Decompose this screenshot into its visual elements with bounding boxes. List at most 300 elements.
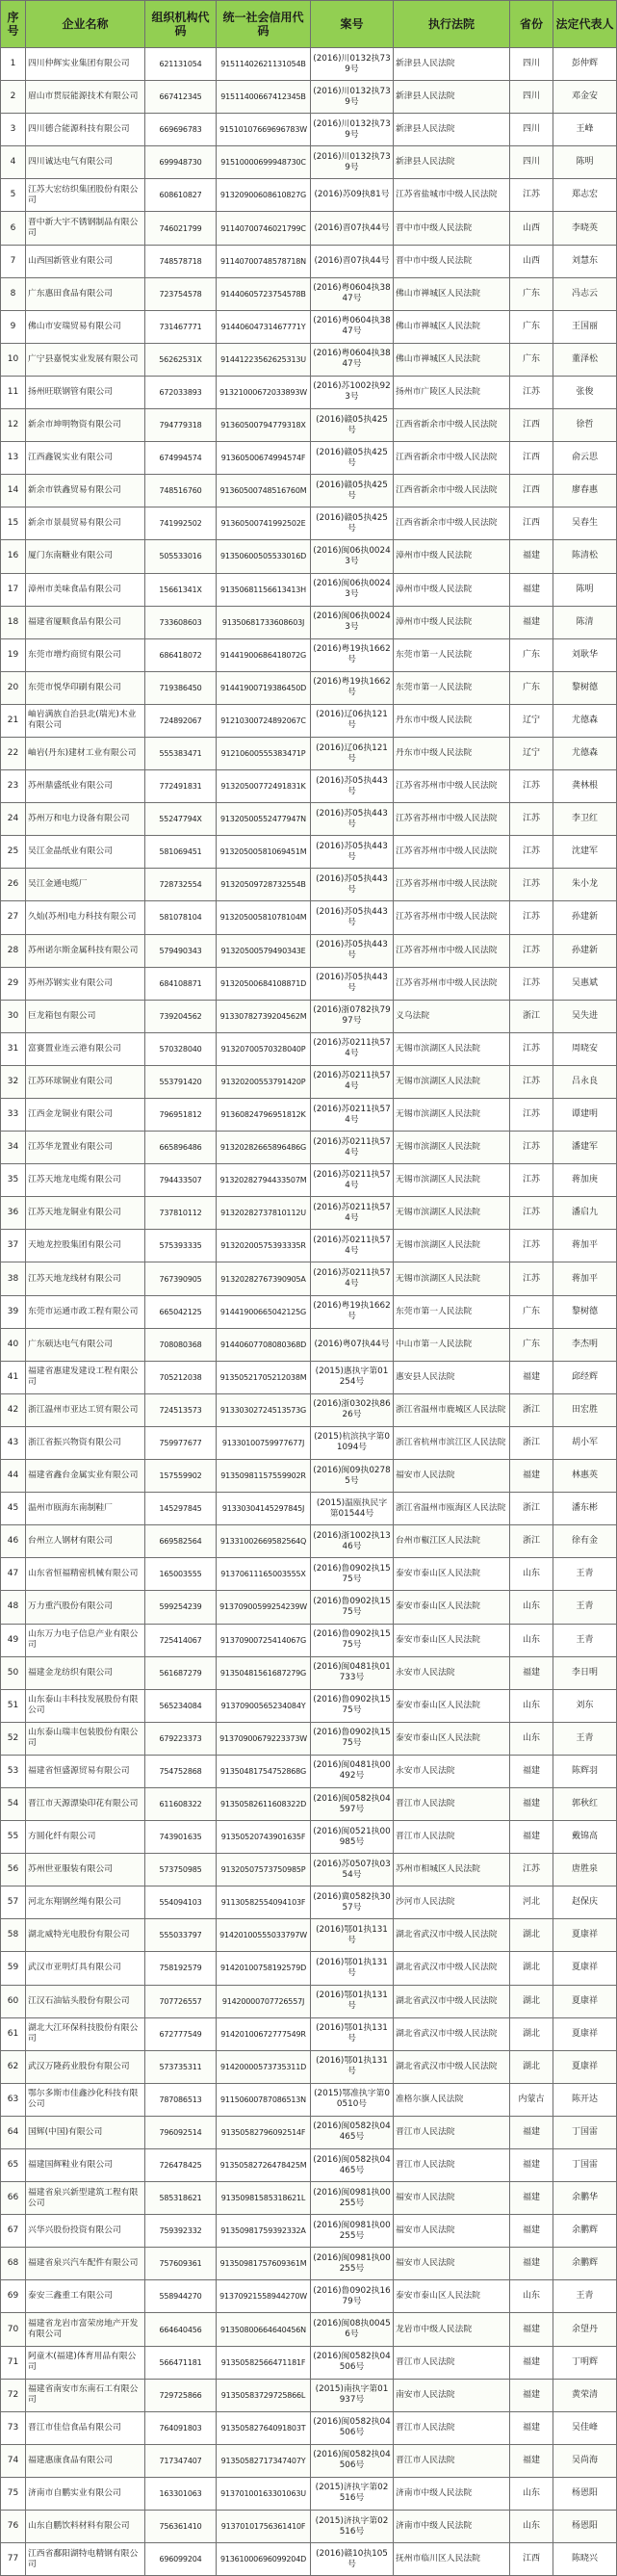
cell-org-code: 163301063: [145, 2477, 217, 2510]
cell-case-number: (2016)粤19执1662号: [311, 671, 394, 704]
cell-org-code: 684108871: [145, 967, 217, 1000]
cell-case-number: (2016)川0132执739号: [311, 146, 394, 179]
cell-seq: 64: [1, 2116, 26, 2148]
cell-seq: 49: [1, 1624, 26, 1656]
cell-legal-rep: 黎树德: [553, 671, 617, 704]
cell-legal-rep: 沈建军: [553, 836, 617, 869]
cell-org-code: 717347407: [145, 2444, 217, 2477]
cell-seq: 48: [1, 1591, 26, 1624]
table-row: [1, 1197, 617, 1230]
cell-legal-rep: 夏康祥: [553, 1919, 617, 1952]
cell-company-name: 苏州世亚服装有限公司: [26, 1854, 145, 1886]
cell-company-name: 山西国新管业有限公司: [26, 245, 145, 277]
cell-court: 浙江省温州市瓯海区人民法院: [394, 1493, 510, 1525]
cell-legal-rep: 邱经辉: [553, 1361, 617, 1393]
header-credit-code: 统一社会信用代码: [217, 1, 311, 48]
cell-credit-code: 91370900679223373W: [217, 1722, 311, 1755]
cell-company-name: 福建省惠建发建设工程有限公司: [26, 1361, 145, 1393]
cell-org-code: 699948730: [145, 146, 217, 179]
cell-seq: 34: [1, 1132, 26, 1164]
cell-company-name: 江汉石油钻头股份有限公司: [26, 1985, 145, 2017]
cell-seq: 7: [1, 245, 26, 277]
cell-province: 浙江: [510, 1525, 553, 1558]
cell-legal-rep: 李日明: [553, 1656, 617, 1689]
cell-province: 江苏: [510, 179, 553, 212]
cell-seq: 52: [1, 1722, 26, 1755]
cell-case-number: (2016)粤0604执3847号: [311, 310, 394, 343]
cell-org-code: 686418072: [145, 638, 217, 671]
table-row: [1, 1821, 617, 1854]
cell-case-number: (2016)闽06执00243号: [311, 540, 394, 573]
cell-legal-rep: 戴锦高: [553, 1821, 617, 1854]
cell-org-code: 15661341X: [145, 573, 217, 606]
cell-province: 广东: [510, 343, 553, 376]
cell-credit-code: 91350582726478425M: [217, 2149, 311, 2182]
cell-org-code: 505533016: [145, 540, 217, 573]
cell-court: 晋江市人民法院: [394, 1821, 510, 1854]
cell-court: 南安市人民法院: [394, 2379, 510, 2411]
cell-legal-rep: 朱小龙: [553, 869, 617, 901]
cell-company-name: 浙江温州市亚达工贸有限公司: [26, 1393, 145, 1426]
cell-company-name: 福建省泉兴新型建筑工程有限公司: [26, 2182, 145, 2215]
cell-case-number: (2016)鲁0902执1575号: [311, 1624, 394, 1656]
cell-seq: 59: [1, 1952, 26, 1985]
cell-org-code: 558944270: [145, 2280, 217, 2313]
cell-org-code: 674994574: [145, 442, 217, 475]
cell-credit-code: 91440604731467771Y: [217, 310, 311, 343]
cell-credit-code: 91360500674994574F: [217, 442, 311, 475]
cell-court: 江苏省苏州市中级人民法院: [394, 967, 510, 1000]
table-row: [1, 2050, 617, 2083]
cell-seq: 38: [1, 1262, 26, 1295]
cell-seq: 55: [1, 1821, 26, 1854]
cell-case-number: (2016)辽06执121号: [311, 737, 394, 769]
cell-org-code: 608610827: [145, 179, 217, 212]
cell-province: 江苏: [510, 934, 553, 967]
cell-company-name: 万力重汽股份有限公司: [26, 1591, 145, 1624]
cell-province: 福建: [510, 2116, 553, 2148]
header-org-code: 组织机构代码: [145, 1, 217, 48]
table-row: [1, 48, 617, 81]
cell-seq: 3: [1, 114, 26, 146]
cell-court: 苏州市相城区人民法院: [394, 1854, 510, 1886]
table-row: [1, 1262, 617, 1295]
cell-org-code: 764091803: [145, 2411, 217, 2444]
cell-org-code: 669582564: [145, 1525, 217, 1558]
cell-seq: 77: [1, 2543, 26, 2576]
cell-legal-rep: 王青: [553, 1722, 617, 1755]
cell-company-name: 武汉万隆药业股份有限公司: [26, 2050, 145, 2083]
cell-org-code: 708080368: [145, 1328, 217, 1361]
cell-credit-code: 91320507573750985P: [217, 1854, 311, 1886]
cell-legal-rep: 杨恩阳: [553, 2511, 617, 2543]
cell-credit-code: 91331002669582564Q: [217, 1525, 311, 1558]
cell-org-code: 758192579: [145, 1952, 217, 1985]
cell-company-name: 眉山市贯辰能源技术有限公司: [26, 81, 145, 114]
cell-legal-rep: 李杰明: [553, 1328, 617, 1361]
cell-legal-rep: 夏康祥: [553, 1952, 617, 1985]
cell-legal-rep: 陈辉羽: [553, 1755, 617, 1787]
cell-credit-code: 91440605723754578B: [217, 277, 311, 310]
cell-company-name: 国辉(中国)有限公司: [26, 2116, 145, 2148]
cell-credit-code: 91510107669696783W: [217, 114, 311, 146]
table-row: [1, 1361, 617, 1393]
cell-company-name: 江西省鄱阳湖特电精钢有限公司: [26, 2543, 145, 2576]
cell-credit-code: 91350520743901635F: [217, 1821, 311, 1854]
cell-province: 福建: [510, 2149, 553, 2182]
table-row: [1, 2083, 617, 2116]
cell-legal-rep: 蒋加平: [553, 1262, 617, 1295]
cell-seq: 29: [1, 967, 26, 1000]
cell-seq: 74: [1, 2444, 26, 2477]
cell-case-number: (2016)苏1002执923号: [311, 376, 394, 408]
cell-org-code: 573750985: [145, 1854, 217, 1886]
table-header-row: [1, 1, 617, 48]
cell-court: 晋中市中级人民法院: [394, 212, 510, 245]
cell-credit-code: 91320500552477947N: [217, 803, 311, 836]
cell-province: 湖北: [510, 2017, 553, 2050]
cell-org-code: 731467771: [145, 310, 217, 343]
cell-legal-rep: 徐有金: [553, 1525, 617, 1558]
cell-credit-code: 91360500794779318X: [217, 409, 311, 442]
cell-seq: 20: [1, 671, 26, 704]
cell-case-number: (2016)闽0481执01733号: [311, 1656, 394, 1689]
cell-legal-rep: 谭建明: [553, 1099, 617, 1132]
table-row: [1, 1295, 617, 1328]
cell-org-code: 665896486: [145, 1132, 217, 1164]
cell-case-number: (2016)苏0211执574号: [311, 1262, 394, 1295]
cell-legal-rep: 陈晓兴: [553, 2543, 617, 2576]
cell-legal-rep: 潘建军: [553, 1132, 617, 1164]
cell-company-name: 四川仲辉实业集团有限公司: [26, 48, 145, 81]
cell-court: 佛山市禅城区人民法院: [394, 343, 510, 376]
cell-org-code: 579490343: [145, 934, 217, 967]
cell-case-number: (2016)鲁0902执1575号: [311, 1591, 394, 1624]
cell-court: 福安市人民法院: [394, 1460, 510, 1493]
table-row: [1, 2280, 617, 2313]
cell-company-name: 富赛置业连云港有限公司: [26, 1032, 145, 1065]
cell-court: 无锡市滨湖区人民法院: [394, 1164, 510, 1197]
cell-court: 晋江市人民法院: [394, 2346, 510, 2379]
cell-company-name: 岫岩满族自治县北(瑞光)木业有限公司: [26, 704, 145, 737]
table-row: [1, 2313, 617, 2346]
cell-case-number: (2016)闽06执00243号: [311, 606, 394, 638]
cell-court: 泰安市泰山区人民法院: [394, 1689, 510, 1722]
cell-court: 无锡市滨湖区人民法院: [394, 1099, 510, 1132]
cell-credit-code: 91350800664640456N: [217, 2313, 311, 2346]
cell-legal-rep: 刘东: [553, 1689, 617, 1722]
cell-case-number: (2016)粤19执1662号: [311, 1295, 394, 1328]
cell-credit-code: 91441900665042125G: [217, 1295, 311, 1328]
cell-seq: 70: [1, 2313, 26, 2346]
cell-case-number: (2016)粤19执1662号: [311, 638, 394, 671]
cell-org-code: 555033797: [145, 1919, 217, 1952]
cell-case-number: (2016)苏0507执0354号: [311, 1854, 394, 1886]
cell-credit-code: 91441223562625313U: [217, 343, 311, 376]
cell-credit-code: 91420000707726557J: [217, 1985, 311, 2017]
cell-province: 江西: [510, 507, 553, 540]
cell-legal-rep: 陈清松: [553, 540, 617, 573]
cell-credit-code: 91320200553791420P: [217, 1065, 311, 1098]
cell-province: 江苏: [510, 1230, 553, 1262]
cell-company-name: 吴江金晶纸业有限公司: [26, 836, 145, 869]
cell-province: 江苏: [510, 1854, 553, 1886]
cell-legal-rep: 刘耿华: [553, 638, 617, 671]
cell-credit-code: 91350582611608322D: [217, 1787, 311, 1820]
cell-court: 新津县人民法院: [394, 81, 510, 114]
cell-legal-rep: 李卫红: [553, 803, 617, 836]
cell-court: 无锡市滨湖区人民法院: [394, 1065, 510, 1098]
cell-legal-rep: 吴尚海: [553, 2444, 617, 2477]
cell-seq: 61: [1, 2017, 26, 2050]
cell-company-name: 东莞市悦华印刷有限公司: [26, 671, 145, 704]
table-row: [1, 1558, 617, 1591]
cell-seq: 23: [1, 770, 26, 803]
cell-company-name: 江苏天地龙铜业有限公司: [26, 1197, 145, 1230]
cell-seq: 18: [1, 606, 26, 638]
cell-case-number: (2015)鄂准执字第00510号: [311, 2083, 394, 2116]
cell-legal-rep: 余望丹: [553, 2313, 617, 2346]
cell-company-name: 厦门东南糖业有限公司: [26, 540, 145, 573]
table-row: [1, 507, 617, 540]
cell-seq: 76: [1, 2511, 26, 2543]
cell-province: 江苏: [510, 1197, 553, 1230]
cell-province: 辽宁: [510, 704, 553, 737]
cell-province: 福建: [510, 1361, 553, 1393]
cell-case-number: (2016)粤0604执3847号: [311, 277, 394, 310]
cell-province: 福建: [510, 2444, 553, 2477]
cell-credit-code: 91510000699948730C: [217, 146, 311, 179]
cell-company-name: 方圆化纤有限公司: [26, 1821, 145, 1854]
cell-court: 中山市第一人民法院: [394, 1328, 510, 1361]
table-row: [1, 2543, 617, 2576]
cell-seq: 8: [1, 277, 26, 310]
cell-credit-code: 91320900608610827G: [217, 179, 311, 212]
cell-province: 江苏: [510, 770, 553, 803]
cell-company-name: 广宁县嘉悦实业发展有限公司: [26, 343, 145, 376]
cell-credit-code: 91370900725414067G: [217, 1624, 311, 1656]
cell-company-name: 福建省龙岩市富荣房地产开发有限公司: [26, 2313, 145, 2346]
table-body: [1, 48, 617, 2576]
table-row: [1, 1722, 617, 1755]
cell-legal-rep: 吴佳峰: [553, 2411, 617, 2444]
cell-company-name: 山东万力电子信息产业有限公司: [26, 1624, 145, 1656]
cell-court: 江苏省苏州市中级人民法院: [394, 869, 510, 901]
cell-seq: 42: [1, 1393, 26, 1426]
cell-seq: 26: [1, 869, 26, 901]
cell-company-name: 广东惠田食品有限公司: [26, 277, 145, 310]
cell-province: 山东: [510, 1624, 553, 1656]
cell-province: 福建: [510, 1755, 553, 1787]
cell-seq: 15: [1, 507, 26, 540]
cell-org-code: 787086513: [145, 2083, 217, 2116]
cell-case-number: (2016)闽0981执00255号: [311, 2215, 394, 2248]
cell-province: 河北: [510, 1886, 553, 1919]
cell-province: 浙江: [510, 1493, 553, 1525]
cell-credit-code: 91370101756361410F: [217, 2511, 311, 2543]
cell-province: 湖北: [510, 1919, 553, 1952]
cell-seq: 41: [1, 1361, 26, 1393]
cell-credit-code: 91361000696099204D: [217, 2543, 311, 2576]
cell-legal-rep: 丁明辉: [553, 2346, 617, 2379]
cell-province: 浙江: [510, 1000, 553, 1032]
table-row: [1, 1985, 617, 2017]
cell-credit-code: 91320500581078104M: [217, 901, 311, 934]
cell-company-name: 晋江市天源漂染印花有限公司: [26, 1787, 145, 1820]
cell-case-number: (2016)鄂01执131号: [311, 1919, 394, 1952]
cell-province: 江苏: [510, 376, 553, 408]
cell-company-name: 漳州市美味食品有限公司: [26, 573, 145, 606]
cell-credit-code: 91350583729725866L: [217, 2379, 311, 2411]
cell-seq: 27: [1, 901, 26, 934]
cell-case-number: (2016)赣05执425号: [311, 475, 394, 507]
cell-legal-rep: 龚林根: [553, 770, 617, 803]
cell-legal-rep: 吕永良: [553, 1065, 617, 1098]
cell-seq: 39: [1, 1295, 26, 1328]
cell-court: 新津县人民法院: [394, 146, 510, 179]
cell-court: 义乌法院: [394, 1000, 510, 1032]
cell-company-name: 福建省恒盛源贸易有限公司: [26, 1755, 145, 1787]
cell-credit-code: 91210300724892067C: [217, 704, 311, 737]
cell-court: 晋江市人民法院: [394, 1787, 510, 1820]
cell-legal-rep: 陈清: [553, 606, 617, 638]
cell-court: 湖北省武汉市中级人民法院: [394, 2017, 510, 2050]
table-row: [1, 1393, 617, 1426]
cell-org-code: 737810112: [145, 1197, 217, 1230]
cell-credit-code: 91441900719386450D: [217, 671, 311, 704]
cell-seq: 5: [1, 179, 26, 212]
cell-company-name: 湖北大江环保科技股份有限公司: [26, 2017, 145, 2050]
cell-province: 福建: [510, 606, 553, 638]
cell-case-number: (2016)晋07执44号: [311, 212, 394, 245]
cell-province: 山西: [510, 212, 553, 245]
cell-org-code: 667412345: [145, 81, 217, 114]
cell-legal-rep: 余鹏辉: [553, 2215, 617, 2248]
cell-seq: 21: [1, 704, 26, 737]
cell-credit-code: 91350981757609361M: [217, 2248, 311, 2280]
table-row: [1, 1132, 617, 1164]
table-row: [1, 1230, 617, 1262]
cell-credit-code: 91320282665896486G: [217, 1132, 311, 1164]
cell-company-name: 新余市铁鑫贸易有限公司: [26, 475, 145, 507]
cell-province: 福建: [510, 2215, 553, 2248]
cell-legal-rep: 周晓安: [553, 1032, 617, 1065]
cell-seq: 73: [1, 2411, 26, 2444]
cell-credit-code: 91320500772491831K: [217, 770, 311, 803]
cell-company-name: 福建省厦顺食品有限公司: [26, 606, 145, 638]
table-row: [1, 1689, 617, 1722]
cell-court: 浙江省杭州市滨江区人民法院: [394, 1426, 510, 1459]
cell-case-number: (2016)鄂01执131号: [311, 1952, 394, 1985]
table-row: [1, 1000, 617, 1032]
cell-court: 晋中市中级人民法院: [394, 245, 510, 277]
cell-legal-rep: 黄荣清: [553, 2379, 617, 2411]
cell-org-code: 705212038: [145, 1361, 217, 1393]
cell-org-code: 759392332: [145, 2215, 217, 2248]
cell-org-code: 724513573: [145, 1393, 217, 1426]
cell-legal-rep: 赵保庆: [553, 1886, 617, 1919]
cell-credit-code: 91330302724513573G: [217, 1393, 311, 1426]
cell-credit-code: 91320282737810112U: [217, 1197, 311, 1230]
cell-court: 晋江市人民法院: [394, 2116, 510, 2148]
cell-org-code: 724892067: [145, 704, 217, 737]
cell-credit-code: 91511400667412345B: [217, 81, 311, 114]
cell-court: 济南市中级人民法院: [394, 2477, 510, 2510]
cell-company-name: 巨龙箱包有限公司: [26, 1000, 145, 1032]
cell-org-code: 729725866: [145, 2379, 217, 2411]
cell-province: 江苏: [510, 1065, 553, 1098]
cell-province: 福建: [510, 540, 553, 573]
cell-org-code: 719386450: [145, 671, 217, 704]
cell-case-number: (2016)苏05执443号: [311, 967, 394, 1000]
table-row: [1, 540, 617, 573]
cell-legal-rep: 潘启九: [553, 1197, 617, 1230]
cell-credit-code: 91320282794433507M: [217, 1164, 311, 1197]
cell-company-name: 福建省鑫台金属实业有限公司: [26, 1460, 145, 1493]
cell-org-code: 565234084: [145, 1689, 217, 1722]
cell-seq: 4: [1, 146, 26, 179]
table-row: [1, 1525, 617, 1558]
cell-court: 丹东市中级人民法院: [394, 737, 510, 769]
cell-seq: 69: [1, 2280, 26, 2313]
cell-seq: 17: [1, 573, 26, 606]
cell-case-number: (2016)粤07执44号: [311, 1328, 394, 1361]
cell-case-number: (2016)苏0211执574号: [311, 1197, 394, 1230]
cell-legal-rep: 王青: [553, 1591, 617, 1624]
cell-province: 福建: [510, 1821, 553, 1854]
cell-province: 福建: [510, 2411, 553, 2444]
cell-legal-rep: 李晓英: [553, 212, 617, 245]
cell-company-name: 山东泰山瑞丰包装股份有限公司: [26, 1722, 145, 1755]
table-row: [1, 245, 617, 277]
cell-case-number: (2016)苏0211执574号: [311, 1230, 394, 1262]
cell-province: 山西: [510, 245, 553, 277]
cell-case-number: (2016)浙0302执8626号: [311, 1393, 394, 1426]
cell-company-name: 江苏大宏纺织集团股份有限公司: [26, 179, 145, 212]
cell-case-number: (2015)济执字第02516号: [311, 2511, 394, 2543]
cell-credit-code: 91140700748578718N: [217, 245, 311, 277]
cell-court: 江西省新余市中级人民法院: [394, 475, 510, 507]
cell-legal-rep: 冯志云: [553, 277, 617, 310]
cell-legal-rep: 张俊: [553, 376, 617, 408]
table-row: [1, 2215, 617, 2248]
cell-company-name: 江西金龙铜业有限公司: [26, 1099, 145, 1132]
cell-case-number: (2015)惠执字第01254号: [311, 1361, 394, 1393]
cell-legal-rep: 蒋加平: [553, 1230, 617, 1262]
cell-company-name: 江苏环球铜业有限公司: [26, 1065, 145, 1098]
cell-province: 江苏: [510, 1099, 553, 1132]
cell-company-name: 东莞市运通市政工程有限公司: [26, 1295, 145, 1328]
table-row: [1, 2477, 617, 2510]
table-row: [1, 1591, 617, 1624]
cell-court: 江西省新余市中级人民法院: [394, 507, 510, 540]
cell-credit-code: 91350981759392332A: [217, 2215, 311, 2248]
cell-court: 无锡市滨湖区人民法院: [394, 1197, 510, 1230]
cell-org-code: 772491831: [145, 770, 217, 803]
cell-province: 江西: [510, 2543, 553, 2576]
cell-credit-code: 91320282767390905A: [217, 1262, 311, 1295]
table-row: [1, 2346, 617, 2379]
cell-court: 佛山市禅城区人民法院: [394, 277, 510, 310]
cell-legal-rep: 黎树德: [553, 1295, 617, 1328]
cell-court: 晋江市人民法院: [394, 2149, 510, 2182]
cell-legal-rep: 邓金安: [553, 81, 617, 114]
cell-org-code: 570328040: [145, 1032, 217, 1065]
cell-org-code: 555383471: [145, 737, 217, 769]
cell-company-name: 苏州万和电力设备有限公司: [26, 803, 145, 836]
table-row: [1, 2182, 617, 2215]
cell-seq: 57: [1, 1886, 26, 1919]
